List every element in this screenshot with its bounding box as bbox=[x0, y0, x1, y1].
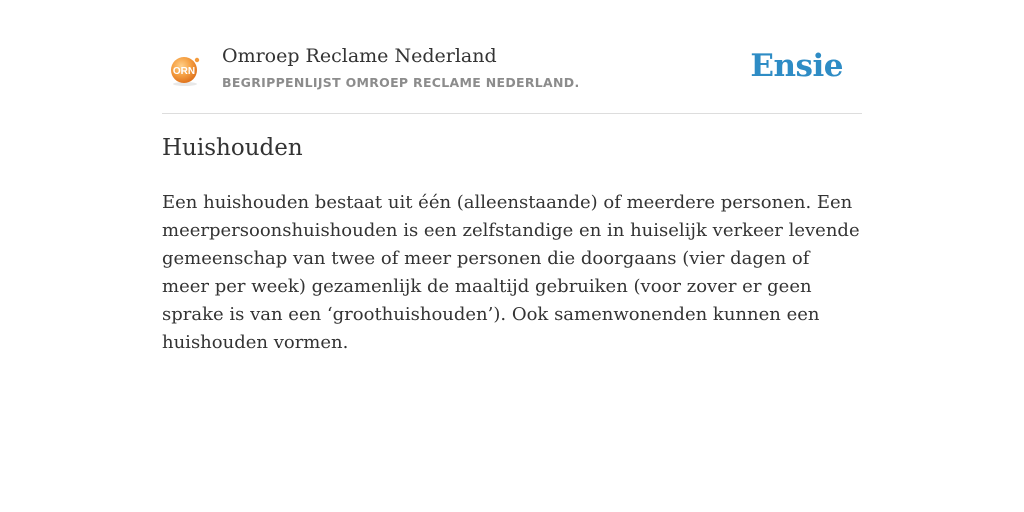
source-name[interactable]: Omroep Reclame Nederland bbox=[222, 45, 497, 67]
entry-header bbox=[162, 0, 862, 114]
entry-card bbox=[162, 0, 862, 353]
logo-text: ORN bbox=[172, 66, 196, 77]
orn-logo-icon[interactable] bbox=[168, 54, 202, 86]
term-definition: Een huishouden bestaat uit één (alleenstaande) of meerdere personen. Een meerpersoonshuishouden is een zelfstandige en in huiselijk verkeer levende gemeenschap van twee of meer personen die doorgaans (vier dagen of meer per week) gezamenlijk de maaltijd gebruiken (voor zover er geen sprake is van een ‘groothuishouden’). Ook samenwonenden kunnen een huishouden vormen. bbox=[162, 192, 860, 353]
ensie-brand-link[interactable]: Ensie bbox=[750, 48, 843, 84]
source-description: BEGRIPPENLIJST OMROEP RECLAME NEDERLAND. bbox=[222, 75, 580, 90]
page-title: Huishouden bbox=[162, 135, 303, 161]
